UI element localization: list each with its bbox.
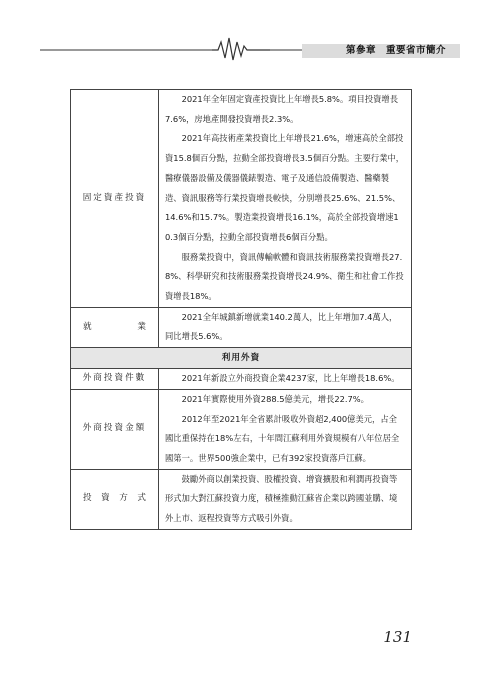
table-row	[71, 389, 412, 469]
table-section-header	[71, 348, 412, 369]
paragraph: 2021年高技術產業投資比上年增長21.6%，增速高於全部投資15.8個百分點，拉動全部投資增長3.5個百分點。主要行業中，醫療儀器設備及儀器儀錶製造、電子及通信設備製造、醫藥製造、資訊服務等行業投資增長較快，分別增長25.6%、21.5%、14.6%和15.7%。製造業投資增長16.1%，高於全部投資增速10.3個百分點，拉動全部投資增長6個百分點。	[165, 133, 405, 242]
paragraph: 鼓勵外商以創業投資、股權投資、增資擴股和利潤再投資等形式加大對江蘇投資力度，積極推動江蘇省企業以跨國並購、境外上市、返程投資等方式吸引外資。	[165, 473, 398, 524]
table-row	[71, 469, 412, 529]
page-number: 131	[383, 628, 412, 646]
table-row	[71, 90, 412, 308]
paragraph: 2021年實際使用外資288.5億美元，增長22.7%。	[181, 393, 369, 404]
row-label-fdi-count: 外商投資件數	[71, 369, 159, 390]
paragraph: 2021全年城鎮新增就業140.2萬人，比上年增加7.4萬人，同比增長5.6%。	[165, 311, 398, 342]
table-row	[71, 307, 412, 347]
row-content-investment-methods	[159, 469, 412, 529]
paragraph: 2021年新設立外商投資企業4237家，比上年增長18.6%。	[181, 373, 400, 384]
row-label-fdi-amount: 外商投資金額	[71, 389, 159, 469]
paragraph: 服務業投資中，資訊傳輸軟體和資訊技術服務業投資增長27.8%、科學研究和技術服務業投資增長24.9%、衛生和社會工作投資增長18%。	[165, 251, 404, 302]
section-title: 利用外資	[71, 348, 412, 369]
paragraph: 2012年至2021年全省累計吸收外資超2,400億美元，占全國比重保持在18%左右，十年間江蘇利用外資規模有八年位居全國第一。世界500強企業中，已有392家投資落戶江蘇。	[165, 413, 400, 463]
province-info-table	[70, 89, 412, 530]
row-content-fdi-amount	[159, 389, 412, 469]
row-content-fdi-count	[159, 369, 412, 390]
paragraph: 2021年全年固定資產投資比上年增長5.8%。項目投資增長7.6%，房地產開發投資增長2.3%。	[165, 94, 399, 124]
row-label-investment-methods: 投資方式	[71, 469, 159, 529]
table-row	[71, 369, 412, 390]
row-label-employment: 就 業	[71, 307, 159, 347]
row-content-fixed-investment	[159, 90, 412, 308]
chapter-title: 第參章 重要省市簡介	[345, 45, 446, 56]
page-header	[40, 34, 460, 66]
row-label-fixed-investment: 固定資產投資	[71, 90, 159, 308]
row-content-employment	[159, 307, 412, 347]
